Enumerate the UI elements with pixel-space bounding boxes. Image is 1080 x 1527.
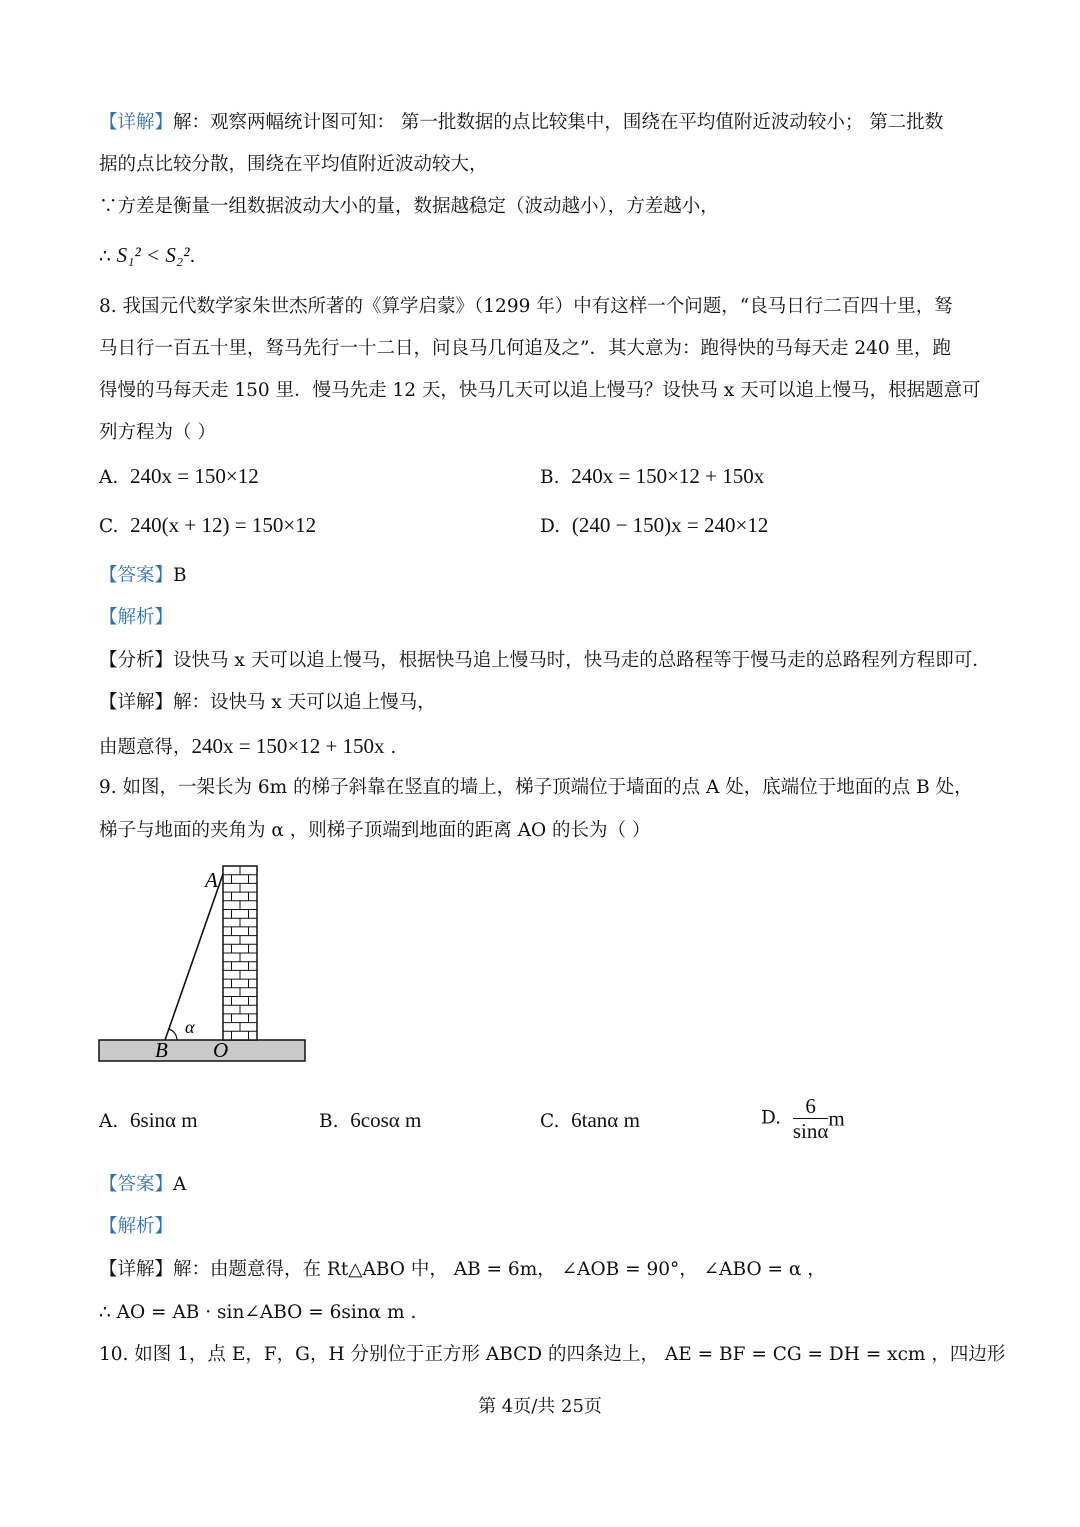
q9-analysis — [99, 1214, 173, 1240]
equation: 240x = 150×12 + 150x — [191, 734, 385, 758]
q9-detail-1 — [99, 1257, 826, 1283]
q8-line-3: 得慢的马每天走 150 里．慢马先走 12 天，快马几天可以追上慢马？设快马 x 天可以追上慢马，根据题意可 — [99, 380, 981, 401]
answer-value: B — [173, 565, 187, 586]
numerator: 6 — [793, 1094, 829, 1119]
q8-analysis — [99, 605, 173, 631]
detail-text: 解：由题意得，在 Rt△ABO 中， AB = 6m， ∠AOB = 90°， ∠ABO = α ， — [173, 1259, 826, 1280]
detail-tag: 【详解】 — [99, 1259, 174, 1280]
answer-tag: 【答案】 — [99, 1174, 174, 1195]
unit: m — [828, 1106, 845, 1131]
q9-line-2: 梯子与地面的夹角为 α ，则梯子顶端到地面的距离 AO 的长为（ ） — [99, 820, 651, 841]
q8-detail-1 — [99, 690, 436, 716]
q9-option-d — [761, 1094, 845, 1143]
q8-line-4: 列方程为（ ） — [99, 422, 216, 443]
option-label: B. — [540, 467, 560, 488]
analysis-tag: 【解析】 — [99, 1216, 174, 1237]
option-label: C. — [540, 1111, 560, 1132]
answer-value: A — [173, 1174, 187, 1195]
q9-option-c — [540, 1107, 640, 1135]
label-b: B — [155, 1038, 168, 1062]
option-text: 240x = 150×12 + 150x — [571, 464, 765, 488]
q8-line-2: 马日行一百五十里，驽马先行一十二日，问良马几何追及之”．其大意为：跑得快的马每天走 240 里，跑 — [99, 338, 952, 359]
q8-option-c — [99, 512, 316, 540]
option-text: 240(x + 12) = 150×12 — [130, 513, 317, 537]
detail-prefix: 由题意得， — [99, 737, 192, 758]
q8-option-b — [540, 463, 764, 491]
option-label: D. — [761, 1107, 782, 1129]
option-label: D. — [540, 516, 561, 537]
option-label: A. — [99, 1111, 119, 1132]
q9-answer — [99, 1172, 186, 1198]
option-text: 6sinα m — [130, 1108, 198, 1132]
fenxi-text: 设快马 x 天可以追上慢马，根据快马追上慢马时，快马走的总路程等于慢马走的总路程列方程即可． — [173, 650, 991, 671]
q9-detail-2: ∴ AO = AB · sin∠ABO = 6sinα m . — [99, 1302, 417, 1323]
detail-tag: 【详解】 — [99, 112, 174, 133]
period: . — [189, 246, 196, 267]
variance-inequality: S₁² < S₂² — [116, 243, 190, 267]
page-footer: 第 4页/共 25页 — [478, 1396, 602, 1417]
ladder-wall-figure — [95, 860, 315, 1070]
brick-wall — [223, 866, 257, 1040]
detail-tag: 【详解】 — [99, 692, 174, 713]
q8-answer — [99, 563, 187, 589]
analysis-tag: 【解析】 — [99, 607, 174, 628]
detail-text: 解：设快马 x 天可以追上慢马， — [173, 692, 436, 713]
ladder — [165, 874, 223, 1040]
q8-option-d — [540, 512, 768, 540]
fenxi-tag: 【分析】 — [99, 650, 174, 671]
q8-line-1: 8. 我国元代数学家朱世杰所著的《算学启蒙》（1299 年）中有这样一个问题，“良马日行二百四十里，驽 — [99, 296, 953, 317]
option-text: (240 − 150)x = 240×12 — [571, 513, 769, 537]
fraction — [793, 1094, 829, 1143]
period: . — [384, 737, 397, 758]
q7-detail-line-2: 据的点比较分散，围绕在平均值附近波动较大， — [99, 154, 488, 175]
q8-detail-2 — [99, 733, 396, 761]
option-text: 6tanα m — [571, 1108, 640, 1132]
q7-detail-line-3: ∵方差是衡量一组数据波动大小的量，数据越稳定（波动越小），方差越小， — [99, 196, 719, 217]
label-alpha: α — [185, 1017, 195, 1037]
q9-option-b — [319, 1107, 421, 1135]
q7-detail-text-1: 解：观察两幅统计图可知： 第一批数据的点比较集中，围绕在平均值附近波动较小； 第二批数 — [173, 112, 944, 133]
q7-detail-line-4 — [99, 242, 195, 270]
answer-tag: 【答案】 — [99, 565, 174, 586]
ground — [99, 1040, 305, 1061]
therefore-symbol: ∴ — [99, 246, 117, 267]
option-label: A. — [99, 467, 119, 488]
q7-detail-line-1 — [99, 110, 943, 136]
option-text: 240x = 150×12 — [130, 464, 259, 488]
q9-option-a — [99, 1107, 198, 1135]
denominator: sinα — [792, 1119, 829, 1143]
q8-fenxi — [99, 648, 991, 674]
label-a: A — [205, 868, 218, 892]
q9-line-1: 9. 如图，一架长为 6m 的梯子斜靠在竖直的墙上，梯子顶端位于墙面的点 A 处，底端位于地面的点 B 处， — [99, 777, 973, 798]
option-label: B. — [319, 1111, 339, 1132]
option-label: C. — [99, 516, 119, 537]
q8-option-a — [99, 463, 259, 491]
option-text: 6cosα m — [350, 1108, 422, 1132]
angle-arc — [169, 1029, 177, 1040]
label-o: O — [213, 1038, 229, 1062]
q10-line-1: 10. 如图 1，点 E，F，G，H 分别位于正方形 ABCD 的四条边上， AE = BF = CG = DH = xcm ，四边形 — [99, 1344, 1006, 1365]
